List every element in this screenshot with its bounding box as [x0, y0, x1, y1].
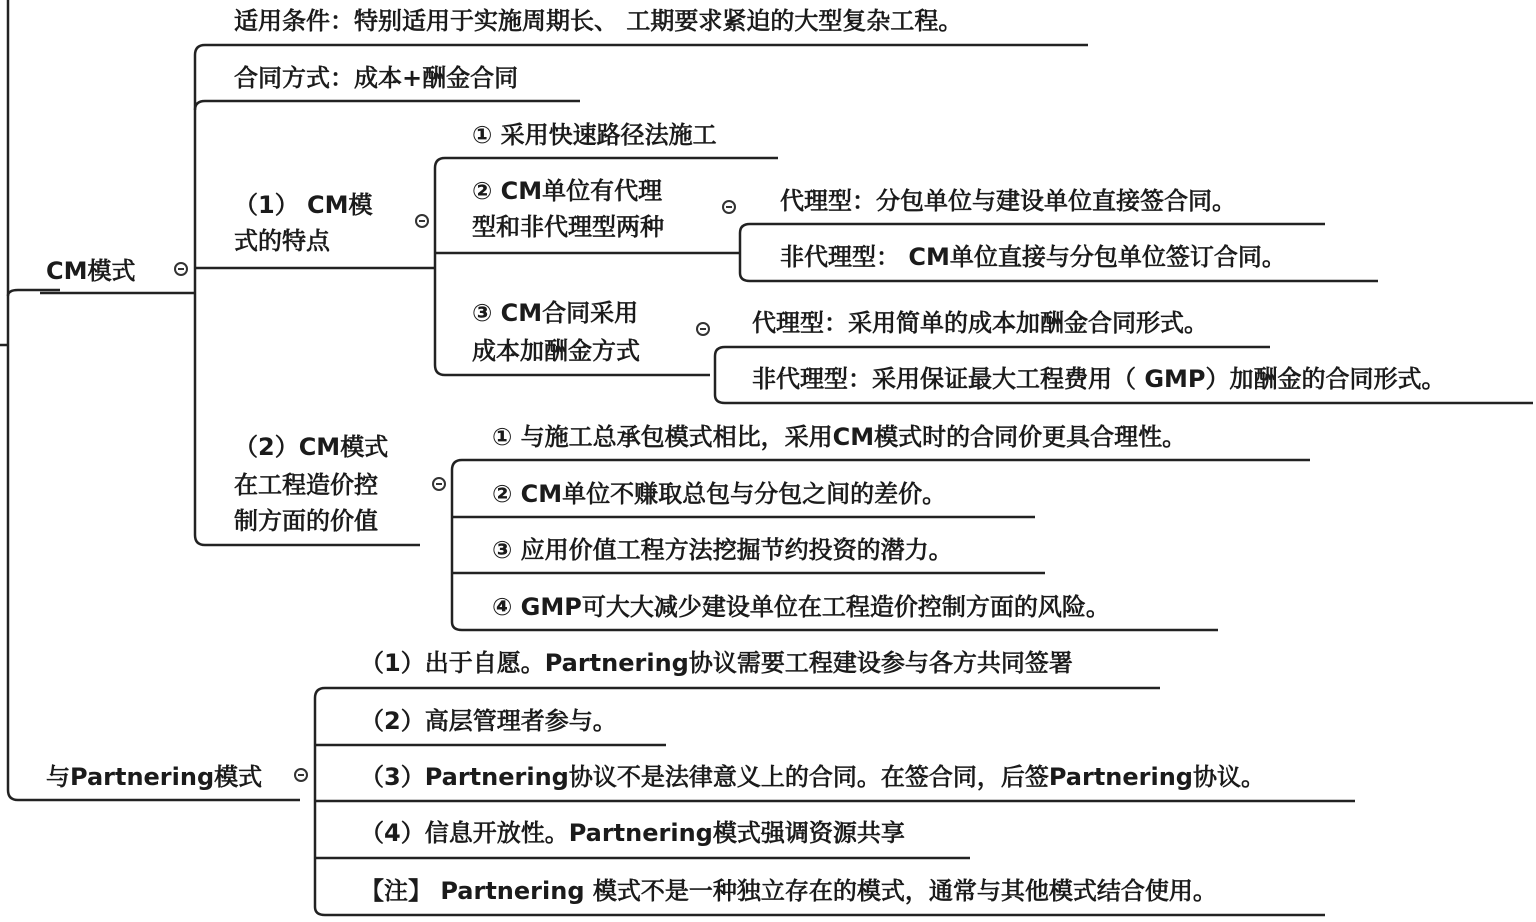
- node-non-agent-type[interactable]: 非代理型： CM单位直接与分包单位签订合同。: [780, 243, 1286, 271]
- collapse-toggle-icon[interactable]: [722, 200, 736, 214]
- collapse-toggle-icon[interactable]: [174, 262, 188, 276]
- node-agent-type[interactable]: 代理型：分包单位与建设单位直接签合同。: [780, 187, 1236, 215]
- node-cm-mode[interactable]: CM模式: [46, 257, 136, 285]
- collapse-toggle-icon[interactable]: [432, 477, 446, 491]
- node-cost-plus-agent[interactable]: 代理型：采用简单的成本加酬金合同形式。: [752, 309, 1208, 337]
- node-value-item[interactable]: ① 与施工总承包模式相比，采用CM模式时的合同价更具合理性。: [492, 423, 1187, 451]
- node-feature-cost-plus-line2[interactable]: 成本加酬金方式: [472, 337, 640, 365]
- node-feature-agent-types-line1[interactable]: ② CM单位有代理: [472, 177, 663, 205]
- node-cm-contract-type[interactable]: 合同方式：成本+酬金合同: [234, 64, 519, 92]
- node-cm-value-line3[interactable]: 制方面的价值: [234, 507, 378, 535]
- node-cm-apply[interactable]: 适用条件：特别适用于实施周期长、 工期要求紧迫的大型复杂工程。: [234, 7, 963, 35]
- node-partnering-note[interactable]: 【注】 Partnering 模式不是一种独立存在的模式，通常与其他模式结合使用。: [360, 877, 1217, 905]
- node-cm-value-line1[interactable]: （2）CM模式: [234, 433, 389, 461]
- node-feature-fast-track[interactable]: ① 采用快速路径法施工: [472, 121, 717, 149]
- node-cm-features-line1[interactable]: （1） CM模: [234, 191, 373, 219]
- node-partnering-mode[interactable]: 与Partnering模式: [46, 763, 263, 791]
- node-value-item[interactable]: ④ GMP可大大减少建设单位在工程造价控制方面的风险。: [492, 593, 1110, 621]
- collapse-toggle-icon[interactable]: [696, 322, 710, 336]
- node-feature-cost-plus-line1[interactable]: ③ CM合同采用: [472, 299, 639, 327]
- node-feature-agent-types-line2[interactable]: 型和非代理型两种: [472, 213, 664, 241]
- node-partnering-item[interactable]: （2）高层管理者参与。: [360, 707, 617, 735]
- node-cm-features-line2[interactable]: 式的特点: [234, 227, 330, 255]
- node-partnering-item[interactable]: （4）信息开放性。Partnering模式强调资源共享: [360, 819, 905, 847]
- node-cm-value-line2[interactable]: 在工程造价控: [234, 471, 378, 499]
- node-partnering-item[interactable]: （3）Partnering协议不是法律意义上的合同。在签合同，后签Partnering协议。: [360, 763, 1265, 791]
- node-value-item[interactable]: ② CM单位不赚取总包与分包之间的差价。: [492, 480, 947, 508]
- collapse-toggle-icon[interactable]: [415, 214, 429, 228]
- node-cost-plus-non-agent[interactable]: 非代理型：采用保证最大工程费用（ GMP）加酬金的合同形式。: [752, 365, 1446, 393]
- node-value-item[interactable]: ③ 应用价值工程方法挖掘节约投资的潜力。: [492, 536, 953, 564]
- node-partnering-item[interactable]: （1）出于自愿。Partnering协议需要工程建设参与各方共同签署: [360, 649, 1073, 677]
- collapse-toggle-icon[interactable]: [294, 768, 308, 782]
